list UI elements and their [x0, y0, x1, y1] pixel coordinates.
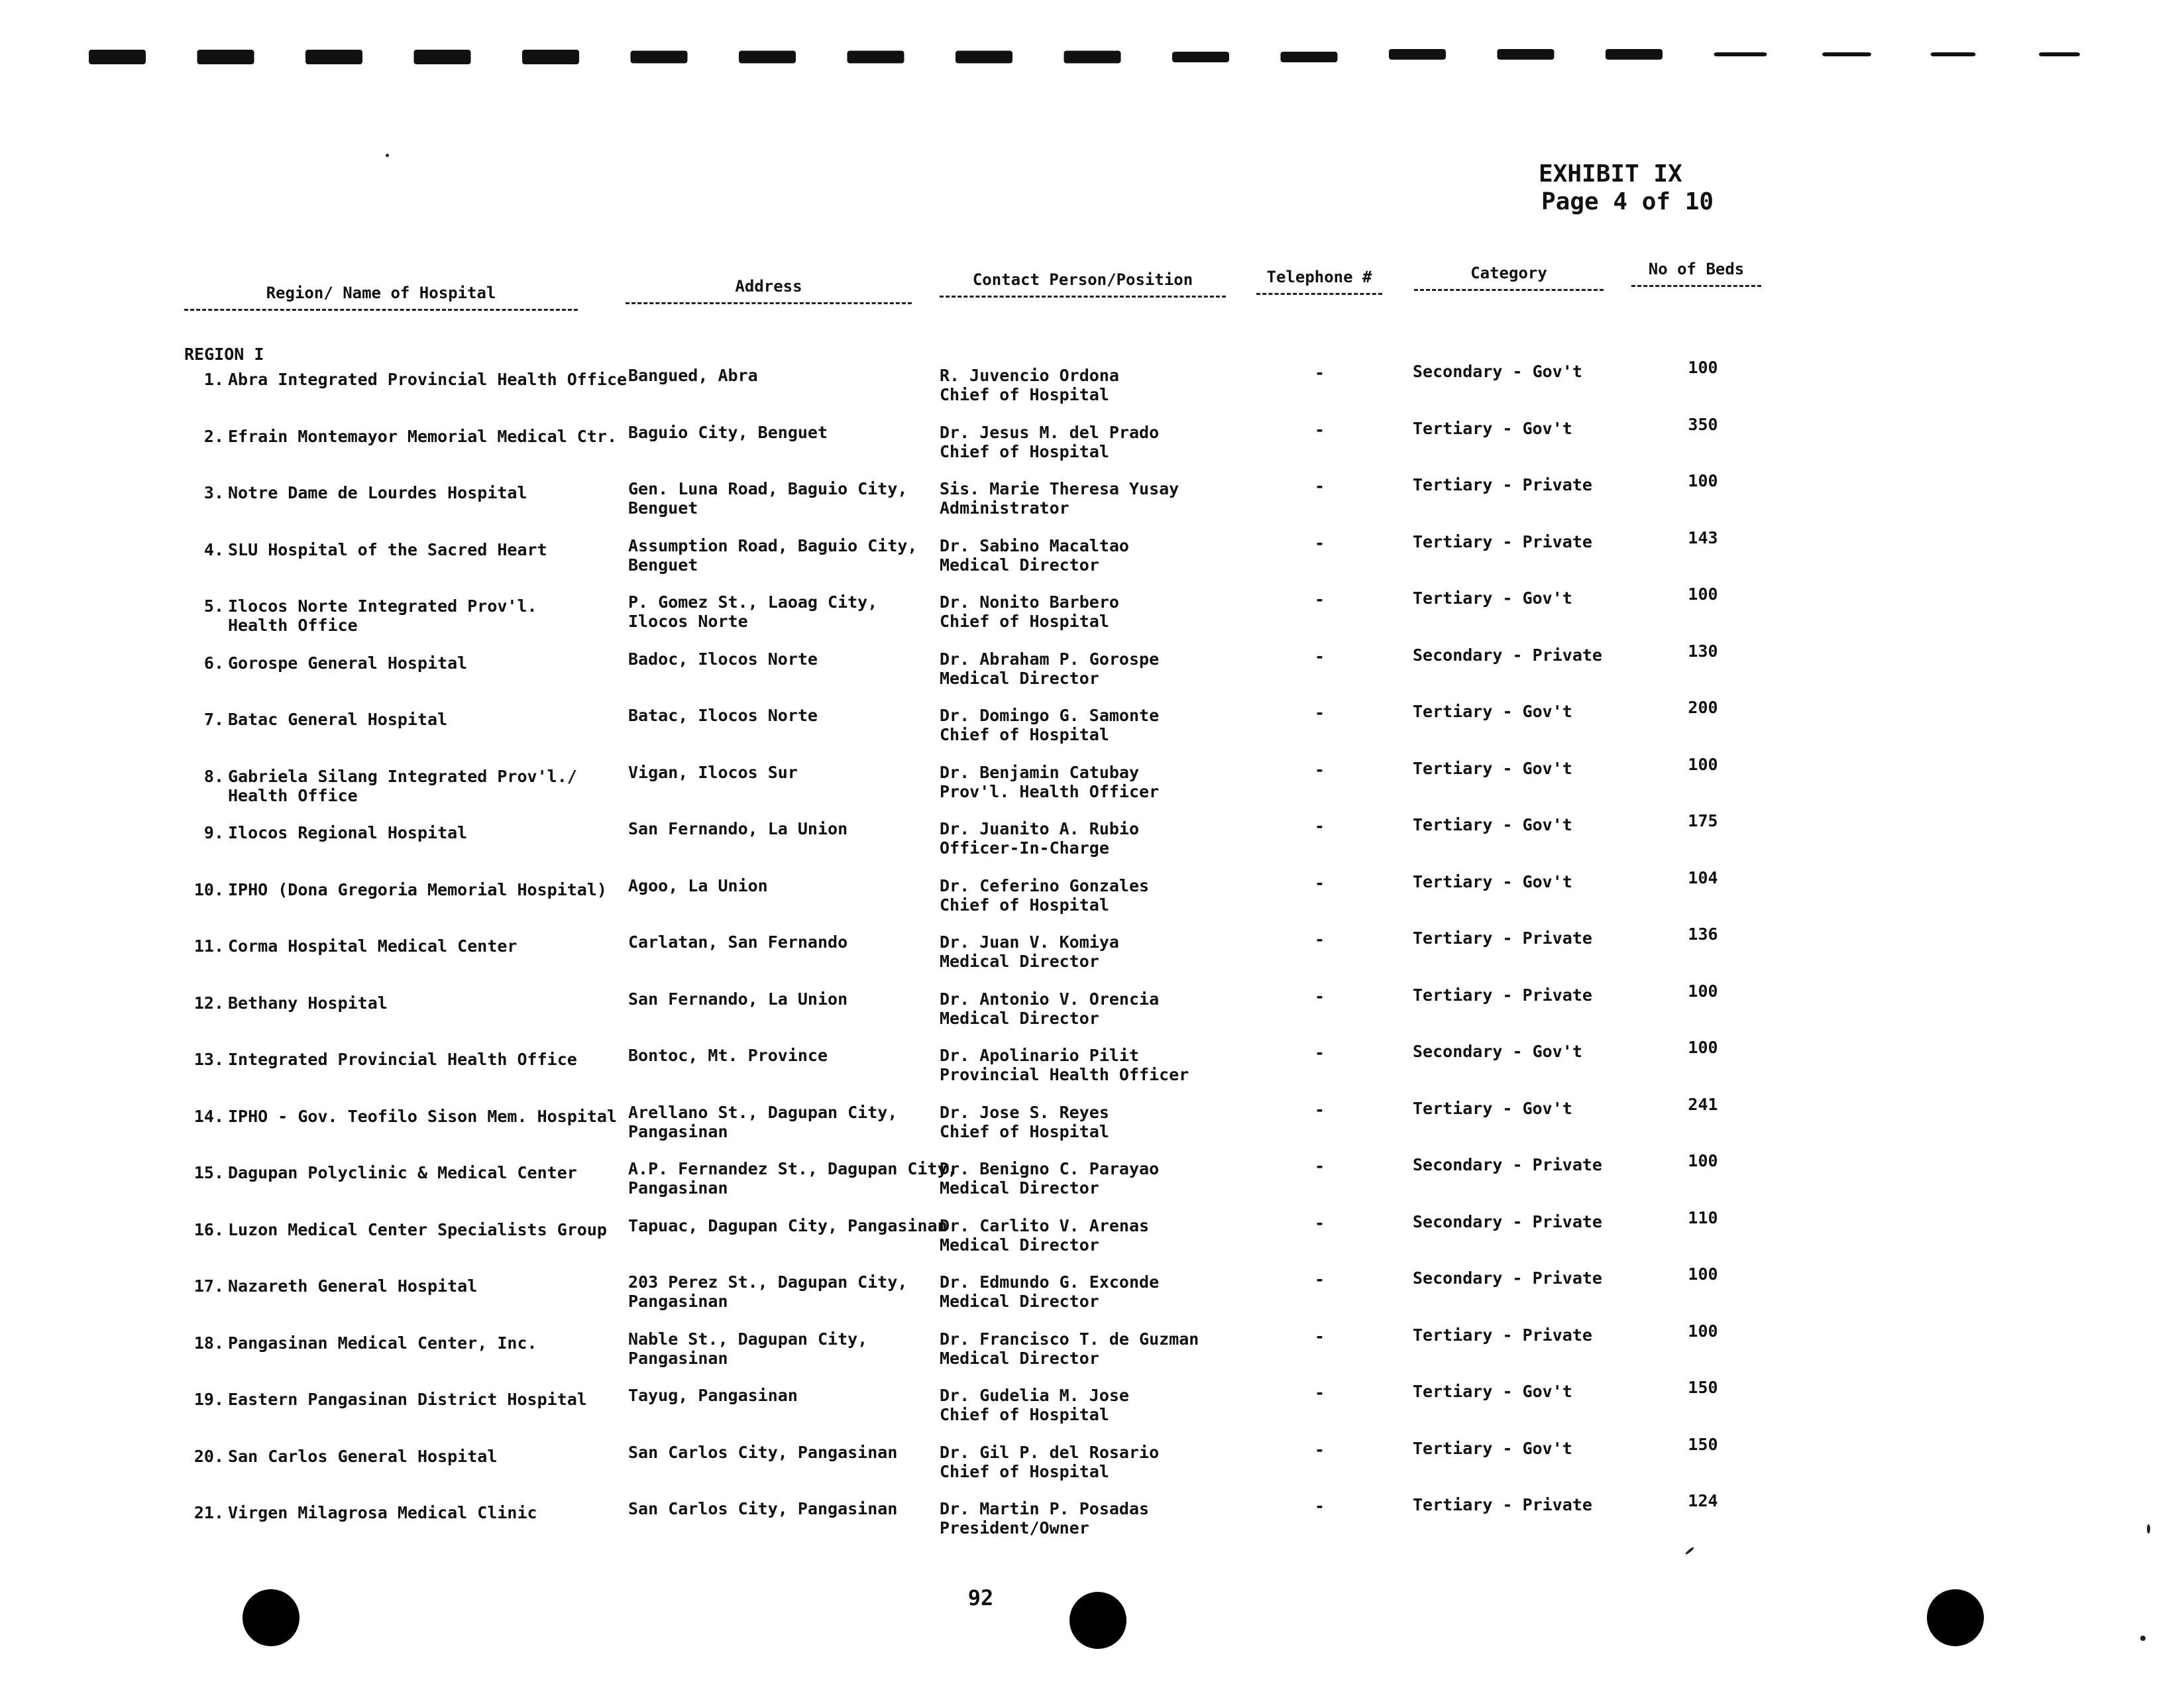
- hospital-telephone: -: [1315, 1213, 1325, 1233]
- row-number: 19.: [193, 1390, 224, 1409]
- perforation-mark: [847, 51, 904, 64]
- hospital-contact-line: Dr. Francisco T. de Guzman: [940, 1329, 1199, 1349]
- hospital-beds: 100: [1688, 585, 1718, 604]
- hospital-telephone: -: [1315, 1270, 1325, 1289]
- hospital-address-line: Pangasinan: [628, 1292, 728, 1311]
- row-number: 14.: [193, 1107, 224, 1126]
- hospital-contact: [940, 366, 1119, 404]
- hospital-address: [628, 366, 758, 385]
- perforation-mark: [1498, 49, 1555, 60]
- row-number: 6.: [203, 653, 224, 673]
- hospital-address-line: Tapuac, Dagupan City, Pangasinan: [628, 1216, 948, 1235]
- hospital-contact-line: Administrator: [940, 498, 1069, 518]
- perforation-mark: [1389, 49, 1446, 60]
- hospital-beds: 100: [1688, 1151, 1718, 1170]
- hospital-contact-line: Dr. Apolinario Pilit: [940, 1046, 1140, 1065]
- table-row: [0, 1321, 2184, 1380]
- row-number: 3.: [203, 483, 224, 502]
- hospital-contact-line: Chief of Hospital: [940, 725, 1109, 744]
- hospital-telephone: -: [1315, 1440, 1325, 1459]
- hospital-category: Tertiary - Gov't: [1413, 815, 1572, 834]
- hospital-address-line: Tayug, Pangasinan: [628, 1386, 798, 1405]
- table-row: [0, 1151, 2184, 1209]
- hospital-address: [628, 932, 847, 952]
- hospital-address: [628, 1103, 897, 1141]
- perforation-mark: [1281, 52, 1338, 62]
- hospital-beds: 136: [1688, 925, 1718, 944]
- hospital-telephone: -: [1315, 647, 1325, 666]
- hospital-telephone: -: [1315, 533, 1325, 553]
- hospital-contact-line: Medical Director: [940, 1292, 1099, 1311]
- row-number: 15.: [193, 1163, 224, 1182]
- hospital-name-line: Virgen Milagrosa Medical Clinic: [228, 1503, 537, 1522]
- scan-speck: [2147, 1524, 2150, 1534]
- perforation-mark: [1064, 51, 1121, 64]
- table-row: [0, 811, 2184, 870]
- hospital-category: Secondary - Private: [1413, 1212, 1602, 1231]
- hospital-contact: [940, 1443, 1159, 1481]
- column-header-name: Region/ Name of Hospital: [184, 284, 578, 311]
- hospital-contact-line: Sis. Marie Theresa Yusay: [940, 479, 1179, 498]
- hospital-beds: 241: [1688, 1095, 1718, 1114]
- hospital-contact-line: Dr. Abraham P. Gorospe: [940, 649, 1160, 669]
- hospital-telephone: -: [1315, 1100, 1325, 1119]
- hospital-contact-line: Dr. Gil P. del Rosario: [940, 1443, 1160, 1462]
- hospital-name: [228, 370, 627, 389]
- perforation-mark: [1606, 49, 1663, 60]
- hospital-address-line: Gen. Luna Road, Baguio City,: [628, 479, 908, 498]
- hospital-contact-line: Dr. Jesus M. del Prado: [940, 423, 1160, 442]
- table-row: [0, 1264, 2184, 1323]
- hospital-contact: [940, 819, 1139, 858]
- row-number: 9.: [203, 823, 224, 842]
- hospital-contact-line: Medical Director: [940, 1178, 1099, 1198]
- hospital-contact: [940, 763, 1159, 801]
- hospital-address-line: San Fernando, La Union: [628, 819, 848, 838]
- hospital-category: Tertiary - Gov't: [1413, 1439, 1572, 1458]
- hospital-beds: 100: [1688, 1264, 1718, 1284]
- hospital-contact-line: Dr. Juanito A. Rubio: [940, 819, 1140, 838]
- hospital-name: [228, 483, 527, 502]
- binder-hole-center: [1069, 1592, 1126, 1649]
- hospital-contact: [940, 932, 1119, 971]
- hospital-address: [628, 649, 818, 669]
- table-row: [0, 925, 2184, 983]
- row-number: 1.: [203, 370, 224, 389]
- hospital-contact-line: Dr. Antonio V. Orencia: [940, 989, 1160, 1009]
- hospital-address: [628, 1272, 907, 1311]
- row-number: 12.: [193, 993, 224, 1013]
- row-number: 17.: [193, 1276, 224, 1296]
- row-number: 13.: [193, 1050, 224, 1069]
- row-number: 16.: [193, 1220, 224, 1239]
- hospital-contact-line: Dr. Benjamin Catubay: [940, 763, 1140, 782]
- row-number: 20.: [193, 1447, 224, 1466]
- perforation-mark: [2039, 52, 2080, 56]
- hospital-contact: [940, 423, 1159, 461]
- hospital-category: Tertiary - Gov't: [1413, 872, 1572, 891]
- hospital-category: Secondary - Gov't: [1413, 1042, 1582, 1061]
- hospital-name: [228, 1163, 577, 1182]
- hospital-contact-line: Provincial Health Officer: [940, 1065, 1189, 1084]
- hospital-name-line: IPHO (Dona Gregoria Memorial Hospital): [228, 880, 607, 899]
- hospital-contact-line: Chief of Hospital: [940, 1122, 1109, 1141]
- hospital-name-line: Nazareth General Hospital: [228, 1276, 478, 1296]
- hospital-beds: 350: [1688, 415, 1718, 434]
- hospital-telephone: -: [1315, 1327, 1325, 1346]
- hospital-category: Tertiary - Gov't: [1413, 1099, 1572, 1118]
- column-header-address: Address: [626, 277, 912, 304]
- hospital-name: [228, 1447, 497, 1466]
- hospital-name-line: Pangasinan Medical Center, Inc.: [228, 1333, 537, 1353]
- hospital-contact-line: Dr. Jose S. Reyes: [940, 1103, 1109, 1122]
- hospital-contact: [940, 1499, 1149, 1538]
- hospital-contact-line: Dr. Benigno C. Parayao: [940, 1159, 1160, 1178]
- hospital-address: [628, 1386, 798, 1405]
- hospital-category: Tertiary - Private: [1413, 928, 1592, 948]
- hospital-name-line: Integrated Provincial Health Office: [228, 1050, 577, 1069]
- hospital-contact-line: Dr. Carlito V. Arenas: [940, 1216, 1150, 1235]
- hospital-name-line: Health Office: [228, 616, 358, 635]
- hospital-contact-line: Medical Director: [940, 1235, 1099, 1255]
- hospital-name: [228, 653, 467, 673]
- hospital-telephone: -: [1315, 1383, 1325, 1402]
- column-header-telephone: Telephone #: [1256, 268, 1382, 295]
- hospital-telephone: -: [1315, 590, 1325, 609]
- hospital-name-line: Health Office: [228, 786, 358, 805]
- hospital-telephone: -: [1315, 760, 1325, 779]
- row-number: 21.: [193, 1503, 224, 1522]
- hospital-telephone: -: [1315, 420, 1325, 439]
- hospital-address-line: Pangasinan: [628, 1122, 728, 1141]
- hospital-name: [228, 993, 388, 1013]
- perforation-mark: [956, 51, 1012, 64]
- hospital-category: Secondary - Gov't: [1413, 362, 1582, 381]
- hospital-address-line: Assumption Road, Baguio City,: [628, 536, 918, 555]
- hospital-address: [628, 989, 847, 1009]
- perforation-mark: [414, 50, 471, 64]
- perforation-mark: [89, 50, 146, 64]
- hospital-address-line: San Fernando, La Union: [628, 989, 848, 1009]
- hospital-telephone: -: [1315, 1043, 1325, 1062]
- binder-hole-right: [1927, 1589, 1984, 1646]
- hospital-name: [228, 1050, 577, 1069]
- hospital-address-line: P. Gomez St., Laoag City,: [628, 592, 878, 612]
- hospital-contact-line: Medical Director: [940, 669, 1099, 688]
- scan-speck: [2140, 1636, 2146, 1641]
- hospital-name-line: Ilocos Regional Hospital: [228, 823, 468, 842]
- hospital-name: [228, 596, 537, 635]
- binder-hole-left: [243, 1589, 300, 1646]
- hospital-name: [228, 767, 577, 805]
- table-row: [0, 1491, 2184, 1549]
- hospital-contact-line: Medical Director: [940, 555, 1099, 575]
- exhibit-page-indicator: Page 4 of 10: [1541, 188, 1714, 215]
- hospital-category: Tertiary - Private: [1413, 1325, 1592, 1345]
- hospital-name-line: Efrain Montemayor Memorial Medical Ctr.: [228, 427, 617, 446]
- perforation-mark: [305, 50, 362, 64]
- hospital-beds: 100: [1688, 358, 1718, 377]
- table-row: [0, 642, 2184, 700]
- hospital-contact-line: Medical Director: [940, 952, 1099, 971]
- hospital-contact-line: Dr. Martin P. Posadas: [940, 1499, 1150, 1518]
- table-row: [0, 698, 2184, 756]
- scan-speck: [386, 154, 389, 157]
- hospital-telephone: -: [1315, 1496, 1325, 1516]
- hospital-contact-line: Dr. Domingo G. Samonte: [940, 706, 1160, 725]
- hospital-address-line: 203 Perez St., Dagupan City,: [628, 1272, 908, 1292]
- hospital-address-line: Ilocos Norte: [628, 612, 748, 631]
- hospital-category: Tertiary - Private: [1413, 532, 1592, 551]
- row-number: 4.: [203, 540, 224, 559]
- hospital-category: Tertiary - Private: [1413, 985, 1592, 1005]
- hospital-beds: 143: [1688, 528, 1718, 547]
- hospital-name: [228, 936, 518, 956]
- hospital-name: [228, 1503, 537, 1522]
- exhibit-title: EXHIBIT IX: [1539, 160, 1682, 188]
- hospital-name-line: Gabriela Silang Integrated Prov'l./: [228, 767, 577, 786]
- column-header-beds: No of Beds: [1631, 260, 1761, 287]
- hospital-address: [628, 423, 828, 442]
- table-row: [0, 1095, 2184, 1153]
- hospital-contact-line: Prov'l. Health Officer: [940, 782, 1160, 801]
- hospital-beds: 100: [1688, 471, 1718, 490]
- hospital-category: Tertiary - Gov't: [1413, 419, 1572, 438]
- hospital-contact-line: Officer-In-Charge: [940, 838, 1109, 858]
- hospital-contact: [940, 1216, 1149, 1255]
- hospital-contact-line: Dr. Nonito Barbero: [940, 592, 1119, 612]
- hospital-name: [228, 427, 617, 446]
- hospital-contact: [940, 1103, 1109, 1141]
- hospital-telephone: -: [1315, 363, 1325, 382]
- hospital-contact-line: Chief of Hospital: [940, 1462, 1109, 1481]
- hospital-address-line: Arellano St., Dagupan City,: [628, 1103, 898, 1122]
- hospital-address: [628, 1159, 957, 1198]
- hospital-address-line: Batac, Ilocos Norte: [628, 706, 818, 725]
- hospital-address: [628, 1443, 897, 1462]
- page-number: 92: [967, 1585, 994, 1610]
- hospital-address-line: San Carlos City, Pangasinan: [628, 1443, 898, 1462]
- hospital-address-line: Pangasinan: [628, 1178, 728, 1198]
- hospital-beds: 100: [1688, 755, 1718, 774]
- table-row: [0, 1435, 2184, 1493]
- hospital-name-line: Ilocos Norte Integrated Prov'l.: [228, 596, 537, 616]
- hospital-name: [228, 1333, 537, 1353]
- hospital-category: Tertiary - Private: [1413, 475, 1592, 494]
- hospital-category: Tertiary - Gov't: [1413, 589, 1572, 608]
- perforation-mark: [1822, 52, 1871, 56]
- perforation-mark: [1172, 52, 1229, 62]
- table-row: [0, 358, 2184, 416]
- hospital-beds: 175: [1688, 811, 1718, 830]
- hospital-address: [628, 592, 877, 631]
- hospital-contact: [940, 706, 1159, 744]
- hospital-name: [228, 1107, 617, 1126]
- hospital-contact: [940, 536, 1129, 575]
- hospital-contact-line: Chief of Hospital: [940, 895, 1109, 915]
- hospital-contact-line: Medical Director: [940, 1349, 1099, 1368]
- hospital-beds: 100: [1688, 1321, 1718, 1341]
- hospital-contact-line: Dr. Edmundo G. Exconde: [940, 1272, 1160, 1292]
- hospital-address-line: Bontoc, Mt. Province: [628, 1046, 828, 1065]
- hospital-address-line: Nable St., Dagupan City,: [628, 1329, 868, 1349]
- column-header-category: Category: [1414, 264, 1604, 291]
- hospital-category: Secondary - Private: [1413, 1155, 1602, 1174]
- hospital-name: [228, 880, 607, 899]
- hospital-name-line: Bethany Hospital: [228, 993, 388, 1013]
- hospital-address: [628, 1216, 948, 1235]
- hospital-address-line: Baguio City, Benguet: [628, 423, 828, 442]
- hospital-contact-line: Dr. Gudelia M. Jose: [940, 1386, 1129, 1405]
- hospital-beds: 124: [1688, 1491, 1718, 1510]
- exhibit-header: [1539, 160, 1714, 216]
- table-row: [0, 528, 2184, 587]
- row-number: 7.: [203, 710, 224, 729]
- column-header-contact: Contact Person/Position: [940, 270, 1226, 298]
- hospital-telephone: -: [1315, 1156, 1325, 1176]
- hospital-name: [228, 540, 547, 559]
- hospital-address-line: Agoo, La Union: [628, 876, 768, 895]
- hospital-contact-line: President/Owner: [940, 1518, 1089, 1538]
- hospital-address-line: Pangasinan: [628, 1349, 728, 1368]
- hospital-contact-line: Chief of Hospital: [940, 385, 1109, 404]
- hospital-address: [628, 819, 847, 838]
- row-number: 11.: [193, 936, 224, 956]
- table-row: [0, 415, 2184, 473]
- hospital-telephone: -: [1315, 477, 1325, 496]
- hospital-telephone: -: [1315, 873, 1325, 893]
- hospital-name-line: Abra Integrated Provincial Health Office: [228, 370, 628, 389]
- hospital-address: [628, 536, 918, 575]
- hospital-name: [228, 1390, 587, 1409]
- hospital-beds: 150: [1688, 1378, 1718, 1397]
- hospital-contact: [940, 1386, 1129, 1424]
- hospital-contact-line: Chief of Hospital: [940, 1405, 1109, 1424]
- hospital-telephone: -: [1315, 703, 1325, 722]
- hospital-name-line: Dagupan Polyclinic & Medical Center: [228, 1163, 577, 1182]
- table-row: [0, 585, 2184, 643]
- perforation-mark: [1714, 52, 1767, 56]
- row-number: 18.: [193, 1333, 224, 1353]
- perforation-mark: [197, 50, 254, 64]
- row-number: 5.: [203, 596, 224, 616]
- hospital-telephone: -: [1315, 930, 1325, 949]
- perforation-mark: [739, 51, 796, 64]
- hospital-address-line: A.P. Fernandez St., Dagupan City,: [628, 1159, 957, 1178]
- hospital-name-line: Gorospe General Hospital: [228, 653, 468, 673]
- hospital-address: [628, 479, 907, 518]
- hospital-name-line: San Carlos General Hospital: [228, 1447, 498, 1466]
- hospital-contact-line: Medical Director: [940, 1009, 1099, 1028]
- hospital-address: [628, 1329, 867, 1368]
- hospital-contact-line: R. Juvencio Ordona: [940, 366, 1119, 385]
- hospital-address-line: Bangued, Abra: [628, 366, 758, 385]
- hospital-name: [228, 1220, 607, 1239]
- hospital-contact: [940, 1046, 1189, 1084]
- table-row: [0, 1208, 2184, 1266]
- row-number: 2.: [203, 427, 224, 446]
- hospital-beds: 130: [1688, 642, 1718, 661]
- table-row: [0, 868, 2184, 926]
- hospital-address: [628, 706, 818, 725]
- hospital-contact-line: Chief of Hospital: [940, 442, 1109, 461]
- hospital-beds: 150: [1688, 1435, 1718, 1454]
- perforation-mark: [631, 51, 688, 64]
- hospital-contact-line: Dr. Juan V. Komiya: [940, 932, 1119, 952]
- hospital-address: [628, 1499, 897, 1518]
- row-number: 8.: [203, 767, 224, 786]
- hospital-category: Secondary - Private: [1413, 1268, 1602, 1288]
- hospital-contact-line: Dr. Ceferino Gonzales: [940, 876, 1150, 895]
- perforation-strip: [0, 0, 2184, 80]
- hospital-address: [628, 876, 768, 895]
- hospital-beds: 100: [1688, 982, 1718, 1001]
- hospital-address-line: Vigan, Ilocos Sur: [628, 763, 798, 782]
- hospital-telephone: -: [1315, 816, 1325, 836]
- hospital-telephone: -: [1315, 987, 1325, 1006]
- hospital-beds: 200: [1688, 698, 1718, 717]
- hospital-beds: 100: [1688, 1038, 1718, 1057]
- perforation-mark: [522, 50, 579, 64]
- hospital-address-line: Benguet: [628, 498, 698, 518]
- hospital-beds: 110: [1688, 1208, 1718, 1227]
- hospital-name: [228, 1276, 477, 1296]
- hospital-category: Tertiary - Gov't: [1413, 759, 1572, 778]
- hospital-address-line: Benguet: [628, 555, 698, 575]
- hospital-contact: [940, 1329, 1199, 1368]
- hospital-name-line: Batac General Hospital: [228, 710, 448, 729]
- hospital-address-line: Carlatan, San Fernando: [628, 932, 848, 952]
- hospital-address-line: San Carlos City, Pangasinan: [628, 1499, 898, 1518]
- hospital-contact: [940, 1159, 1159, 1198]
- hospital-contact: [940, 592, 1119, 631]
- hospital-contact-line: Dr. Sabino Macaltao: [940, 536, 1129, 555]
- hospital-category: Tertiary - Private: [1413, 1495, 1592, 1514]
- hospital-category: Tertiary - Gov't: [1413, 702, 1572, 721]
- hospital-category: Tertiary - Gov't: [1413, 1382, 1572, 1401]
- table-row: [0, 1378, 2184, 1436]
- region-label: REGION I: [184, 345, 264, 364]
- table-row: [0, 982, 2184, 1040]
- hospital-name-line: Notre Dame de Lourdes Hospital: [228, 483, 527, 502]
- hospital-name: [228, 823, 467, 842]
- hospital-name-line: SLU Hospital of the Sacred Heart: [228, 540, 547, 559]
- hospital-name-line: Eastern Pangasinan District Hospital: [228, 1390, 587, 1409]
- hospital-contact: [940, 989, 1159, 1028]
- hospital-beds: 104: [1688, 868, 1718, 887]
- hospital-address: [628, 763, 798, 782]
- hospital-address: [628, 1046, 828, 1065]
- hospital-name-line: Corma Hospital Medical Center: [228, 936, 518, 956]
- hospital-address-line: Badoc, Ilocos Norte: [628, 649, 818, 669]
- hospital-name-line: IPHO - Gov. Teofilo Sison Mem. Hospital: [228, 1107, 617, 1126]
- table-row: [0, 471, 2184, 530]
- hospital-contact-line: Chief of Hospital: [940, 612, 1109, 631]
- table-row: [0, 1038, 2184, 1096]
- hospital-category: Secondary - Private: [1413, 646, 1602, 665]
- hospital-name-line: Luzon Medical Center Specialists Group: [228, 1220, 607, 1239]
- perforation-mark: [1931, 52, 1976, 56]
- hospital-name: [228, 710, 447, 729]
- table-row: [0, 755, 2184, 813]
- hospital-contact: [940, 479, 1179, 518]
- hospital-contact: [940, 1272, 1159, 1311]
- hospital-contact: [940, 649, 1159, 688]
- row-number: 10.: [193, 880, 224, 899]
- hospital-contact: [940, 876, 1149, 915]
